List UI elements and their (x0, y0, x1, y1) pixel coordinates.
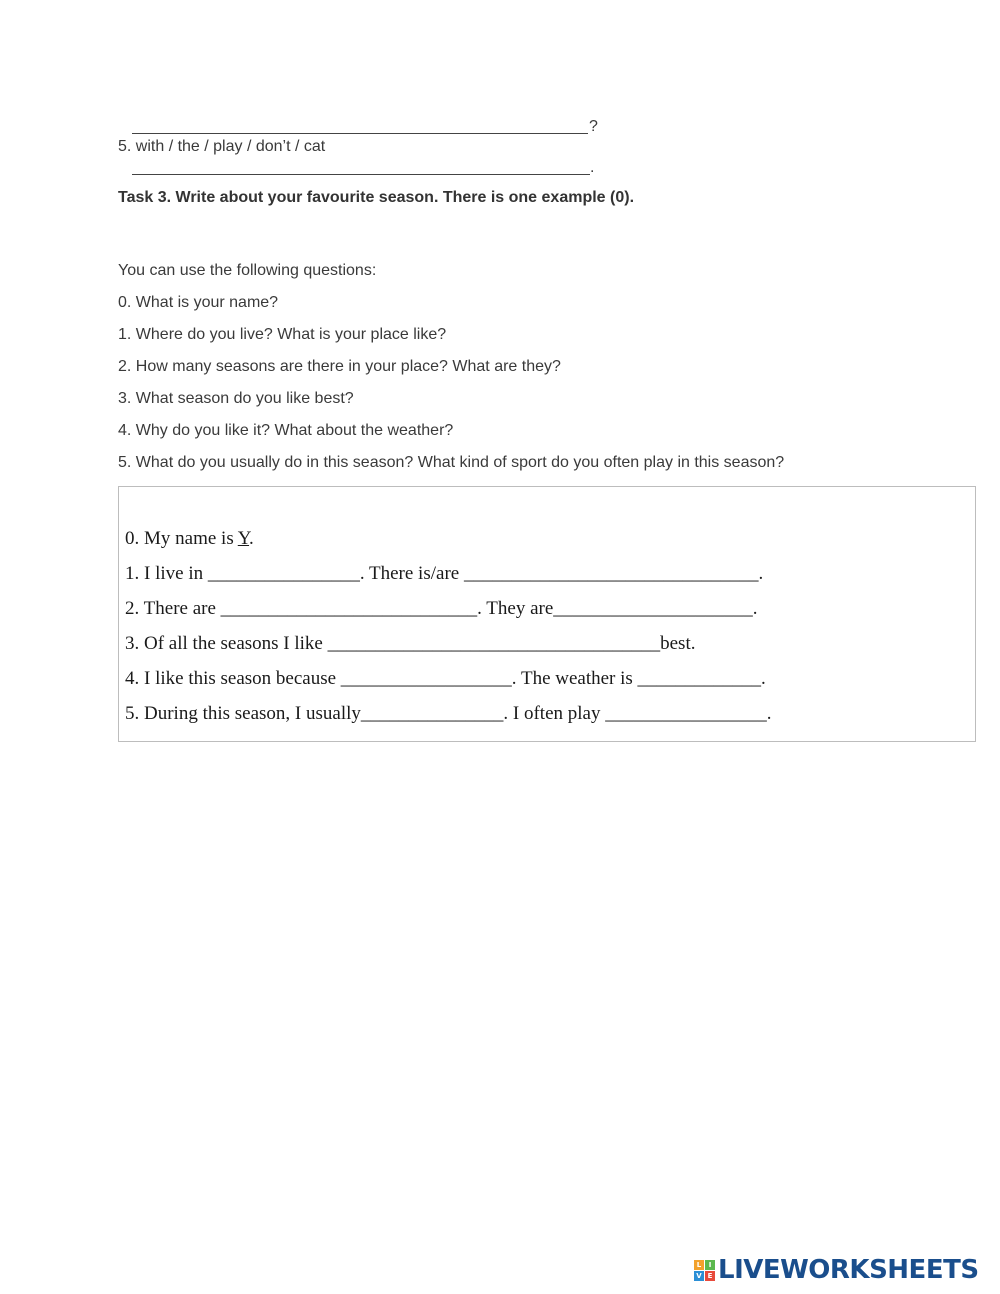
answer-line-3[interactable]: 3. Of all the seasons I like ___________________________________best. (125, 633, 696, 654)
question-item: 4. Why do you like it? What about the weather? (118, 422, 454, 439)
answer-line-2[interactable]: 2. There are ___________________________. They are_____________________. (125, 598, 758, 619)
logo-mark-letter: I (705, 1260, 715, 1270)
question-item: 5. What do you usually do in this season? What kind of sport do you often play in this season? (118, 454, 785, 471)
answer-line-1[interactable]: 1. I live in ________________. There is/are _______________________________. (125, 563, 764, 584)
answer-line-4[interactable]: 4. I like this season because __________________. The weather is _____________. (125, 668, 766, 689)
answer-line-0-prefix: 0. My name is (125, 528, 238, 549)
answer-line-q4[interactable] (132, 133, 588, 134)
task3-intro: You can use the following questions: (118, 262, 377, 279)
answer-line-5[interactable]: 5. During this season, I usually_______________. I often play _________________. (125, 703, 772, 724)
answer-line-0-suffix: . (249, 528, 254, 549)
answer-line-0 (125, 528, 254, 550)
logo-mark-letter: L (694, 1260, 704, 1270)
task3-title: Task 3. Write about your favourite season. There is one example (0). (118, 189, 635, 206)
question-item: 2. How many seasons are there in your place? What are they? (118, 358, 561, 375)
logo-mark-icon (694, 1260, 715, 1281)
logo-mark-letter: V (694, 1271, 704, 1281)
logo-text: LIVEWORKSHEETS (718, 1255, 979, 1285)
q5-prompt: 5. with / the / play / don’t / cat (118, 138, 326, 155)
liveworksheets-logo (694, 1255, 979, 1285)
question-item: 0. What is your name? (118, 294, 279, 311)
question-item: 1. Where do you live? What is your place like? (118, 326, 447, 343)
answer-line-q5[interactable] (132, 174, 590, 175)
answer-example-value: Y (237, 528, 250, 549)
q4-end-mark: ? (589, 118, 598, 135)
logo-mark-letter: E (705, 1271, 715, 1281)
question-item: 3. What season do you like best? (118, 390, 354, 407)
q5-end-mark: . (590, 159, 595, 176)
